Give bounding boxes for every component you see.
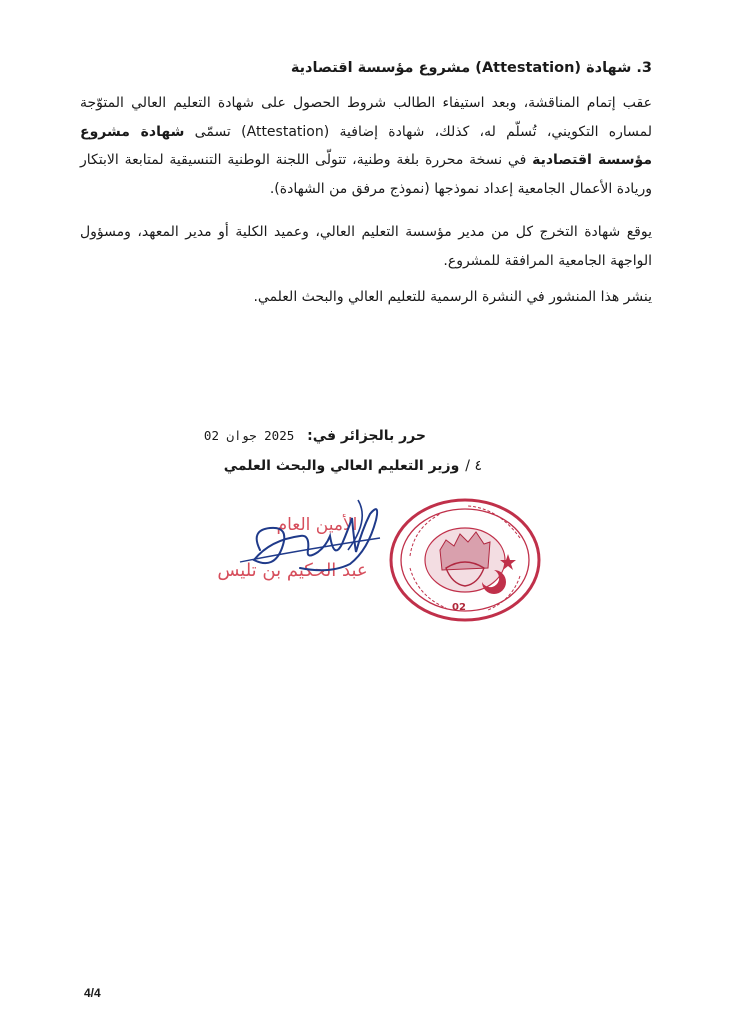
paragraph-attestation xyxy=(80,89,652,203)
section-heading: 3. شهادة (Attestation) مشروع مؤسسة اقتصادية xyxy=(290,60,652,76)
handwritten-signature-icon xyxy=(230,490,395,580)
paragraph-text: عقب إتمام المناقشة، وبعد استيفاء الطالب شروط الحصول على شهادة التعليم العالي المتوّجة لمساره التكويني، تُسلّم له، كذلك، شهادة إضافية (Attestation) تسمّى xyxy=(80,95,653,140)
paragraph-publication: ينشر هذا المنشور في النشرة الرسمية للتعليم العالي والبحث العلمي. xyxy=(253,289,652,305)
minister-reference: ٤ / xyxy=(465,458,482,474)
paragraph-signatories: يوقع شهادة التخرج كل من مدير مؤسسة التعليم العالي، وعميد الكلية أو مدير المعهد، ومسؤول الواجهة الجامعية المرافقة للمشروع. xyxy=(80,224,652,269)
stamp-title: الأمين العام xyxy=(276,515,358,535)
minister-line xyxy=(224,455,482,477)
date-label: حرر بالجزائر في: xyxy=(307,428,426,444)
paragraph-text: في نسخة محررة بلغة وطنية، تتولّى اللجنة الوطنية التنسيقية لمتابعة الابتكار وريادة الأعمال الجامعية إعداد نموذجها (نموذج مرفق من الشهادة). xyxy=(80,152,652,197)
page-number: 4/4 xyxy=(84,986,101,1000)
minister-title: وزير التعليم العالي والبحث العلمي xyxy=(223,458,460,474)
date-value: 2025 جوان 02 xyxy=(203,428,295,443)
paragraph-bold-text: شهادة مشروع مؤسسة اقتصادية xyxy=(80,123,652,168)
date-line xyxy=(204,425,426,447)
stamp-name: عبد الحكيم بن تليس xyxy=(217,560,368,581)
seal-number: 02 xyxy=(452,602,466,613)
